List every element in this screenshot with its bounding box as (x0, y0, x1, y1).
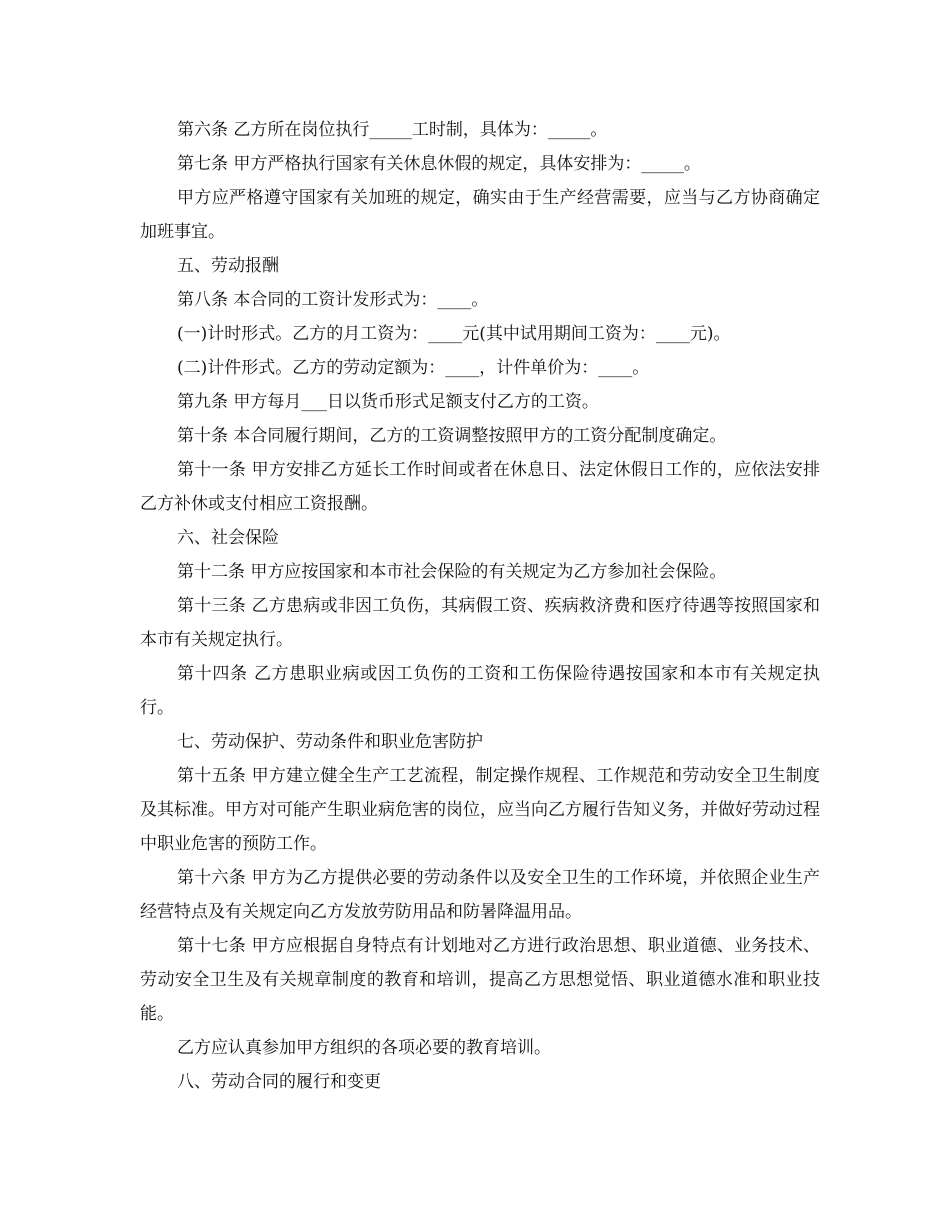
paragraph-article-6: 第六条 乙方所在岗位执行_____工时制，具体为：_____。 (177, 120, 608, 140)
section-heading-social-insurance: 六、社会保险 (177, 528, 279, 548)
paragraph-overtime-rule: 甲方应严格遵守国家有关加班的规定，确实由于生产经营需要，应当与乙方协商确定加班事宜。 (140, 188, 820, 242)
paragraph-article-7: 第七条 甲方严格执行国家有关休息休假的规定，具体安排为：_____。 (177, 154, 701, 174)
paragraph-article-16: 第十六条 甲方为乙方提供必要的劳动条件以及安全卫生的工作环境，并依照企业生产经营特点及有关规定向乙方发放劳防用品和防暑降温用品。 (140, 868, 820, 922)
section-heading-remuneration: 五、劳动报酬 (177, 256, 279, 276)
paragraph-article-11: 第十一条 甲方安排乙方延长工作时间或者在休息日、法定休假日工作的，应依法安排乙方补休或支付相应工资报酬。 (140, 460, 820, 514)
paragraph-time-based-wage: (一)计时形式。乙方的月工资为：____元(其中试用期间工资为：____元)。 (177, 324, 731, 344)
paragraph-piece-based-wage: (二)计件形式。乙方的劳动定额为：____，计件单价为：____。 (177, 358, 650, 378)
paragraph-article-8: 第八条 本合同的工资计发形式为：____。 (177, 290, 489, 310)
paragraph-article-15: 第十五条 甲方建立健全生产工艺流程，制定操作规程、工作规范和劳动安全卫生制度及其标准。甲方对可能产生职业病危害的岗位，应当向乙方履行告知义务，并做好劳动过程中职业危害的预防工作。 (140, 766, 820, 854)
paragraph-article-17: 第十七条 甲方应根据自身特点有计划地对乙方进行政治思想、职业道德、业务技术、劳动安全卫生及有关规章制度的教育和培训，提高乙方思想觉悟、职业道德水准和职业技能。 (140, 936, 820, 1024)
paragraph-training-participation: 乙方应认真参加甲方组织的各项必要的教育培训。 (177, 1038, 551, 1058)
document-page (140, 113, 820, 1099)
paragraph-article-12: 第十二条 甲方应按国家和本市社会保险的有关规定为乙方参加社会保险。 (177, 562, 727, 582)
section-heading-labor-protection: 七、劳动保护、劳动条件和职业危害防护 (177, 732, 483, 752)
paragraph-article-13: 第十三条 乙方患病或非因工负伤，其病假工资、疾病救济费和医疗待遇等按照国家和本市有关规定执行。 (140, 596, 820, 650)
paragraph-article-9: 第九条 甲方每月___日以货币形式足额支付乙方的工资。 (177, 392, 599, 412)
paragraph-article-14: 第十四条 乙方患职业病或因工负伤的工资和工伤保险待遇按国家和本市有关规定执行。 (140, 664, 820, 718)
paragraph-article-10: 第十条 本合同履行期间，乙方的工资调整按照甲方的工资分配制度确定。 (177, 426, 727, 446)
section-heading-contract-performance: 八、劳动合同的履行和变更 (177, 1072, 381, 1092)
